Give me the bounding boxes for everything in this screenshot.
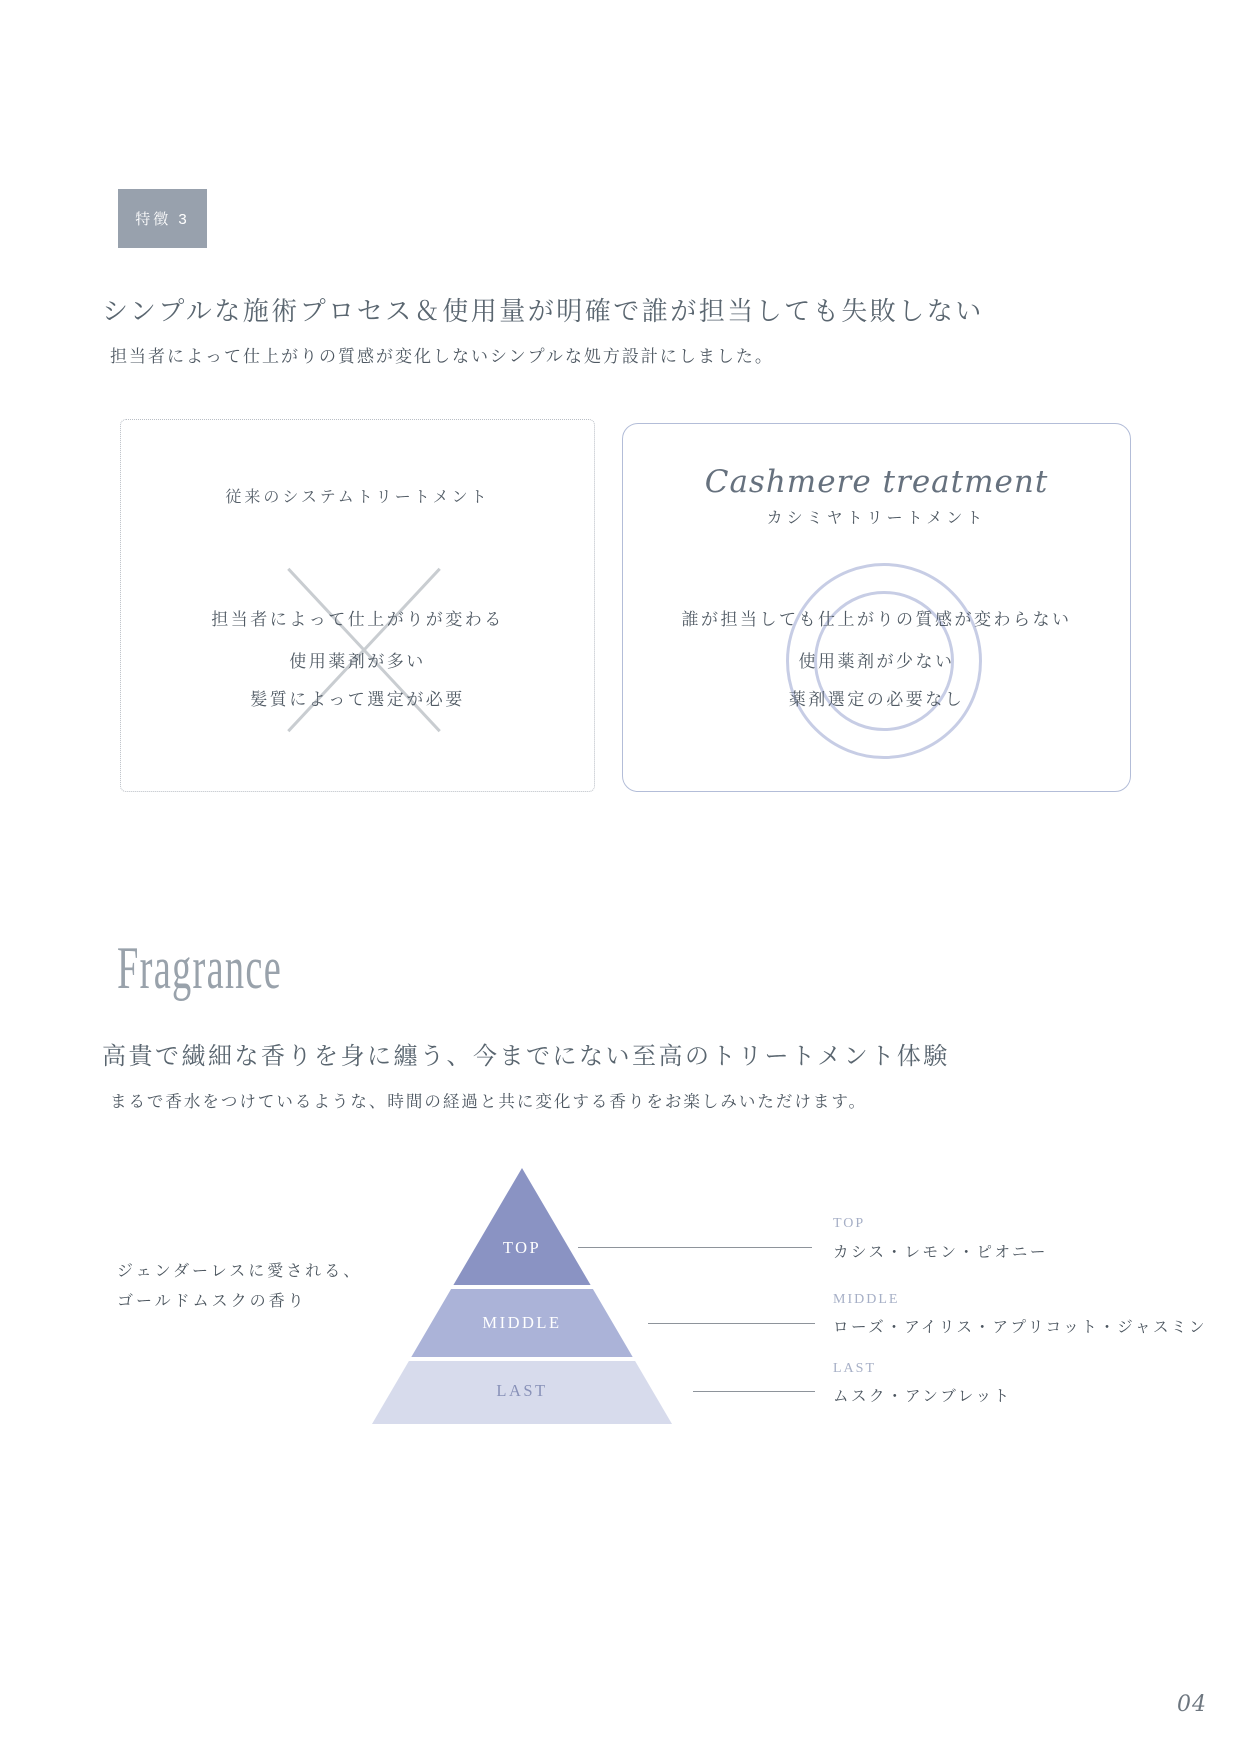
pyramid-top-segment bbox=[453, 1168, 590, 1285]
note-text-middle: ローズ・アイリス・アプリコット・ジャスミン bbox=[833, 1319, 1207, 1336]
note-text-last: ムスク・アンブレット bbox=[833, 1388, 1012, 1405]
scent-description-line1: ジェンダーレスに愛される、 bbox=[117, 1263, 363, 1280]
feature-heading: シンプルな施術プロセス＆使用量が明確で誰が担当しても失敗しない bbox=[102, 296, 984, 326]
comparison-old-point: 担当者によって仕上がりが変わる bbox=[211, 610, 504, 629]
note-text-top: カシス・レモン・ピオニー bbox=[833, 1244, 1048, 1261]
comparison-new-title-jp: カシミヤトリートメント bbox=[766, 510, 987, 527]
scent-description bbox=[117, 1257, 362, 1317]
comparison-new-title-en: Cashmere treatment bbox=[704, 464, 1049, 500]
fragrance-title: Fragrance bbox=[117, 935, 283, 1001]
feature-badge bbox=[118, 189, 207, 248]
feature-subheading: 担当者によって仕上がりの質感が変化しないシンプルな処方設計にしました。 bbox=[110, 347, 774, 366]
fragrance-heading: 高貴で繊細な香りを身に纏う、今までにない至高のトリートメント体験 bbox=[102, 1043, 950, 1070]
feature-badge-label: 特徴 3 bbox=[135, 211, 190, 228]
pyramid-top-label: TOP bbox=[502, 1238, 542, 1257]
note-label-middle: MIDDLE bbox=[833, 1292, 900, 1307]
connector-line-last bbox=[693, 1391, 815, 1392]
comparison-new-point: 誰が担当しても仕上がりの質感が変わらない bbox=[681, 610, 1072, 629]
comparison-old-point: 髪質によって選定が必要 bbox=[250, 690, 465, 709]
comparison-old-title: 従来のシステムトリートメント bbox=[225, 489, 490, 506]
fragrance-subheading: まるで香水をつけているような、時間の経過と共に変化する香りをお楽しみいただけます。 bbox=[110, 1093, 868, 1111]
comparison-box-new bbox=[622, 423, 1131, 792]
connector-line-top bbox=[578, 1247, 812, 1248]
connector-line-middle bbox=[648, 1323, 815, 1324]
note-label-last: LAST bbox=[833, 1361, 876, 1376]
comparison-box-old bbox=[120, 419, 595, 792]
note-label-top: TOP bbox=[833, 1216, 866, 1231]
comparison-new-point: 薬剤選定の必要なし bbox=[788, 690, 965, 709]
page-number: 04 bbox=[1177, 1692, 1207, 1717]
pyramid-last-label: LAST bbox=[496, 1381, 548, 1400]
comparison-old-point: 使用薬剤が多い bbox=[289, 652, 426, 671]
pyramid-middle-label: MIDDLE bbox=[482, 1313, 562, 1332]
scent-description-line2: ゴールドムスクの香り bbox=[117, 1293, 307, 1310]
comparison-new-point: 使用薬剤が少ない bbox=[798, 652, 955, 671]
